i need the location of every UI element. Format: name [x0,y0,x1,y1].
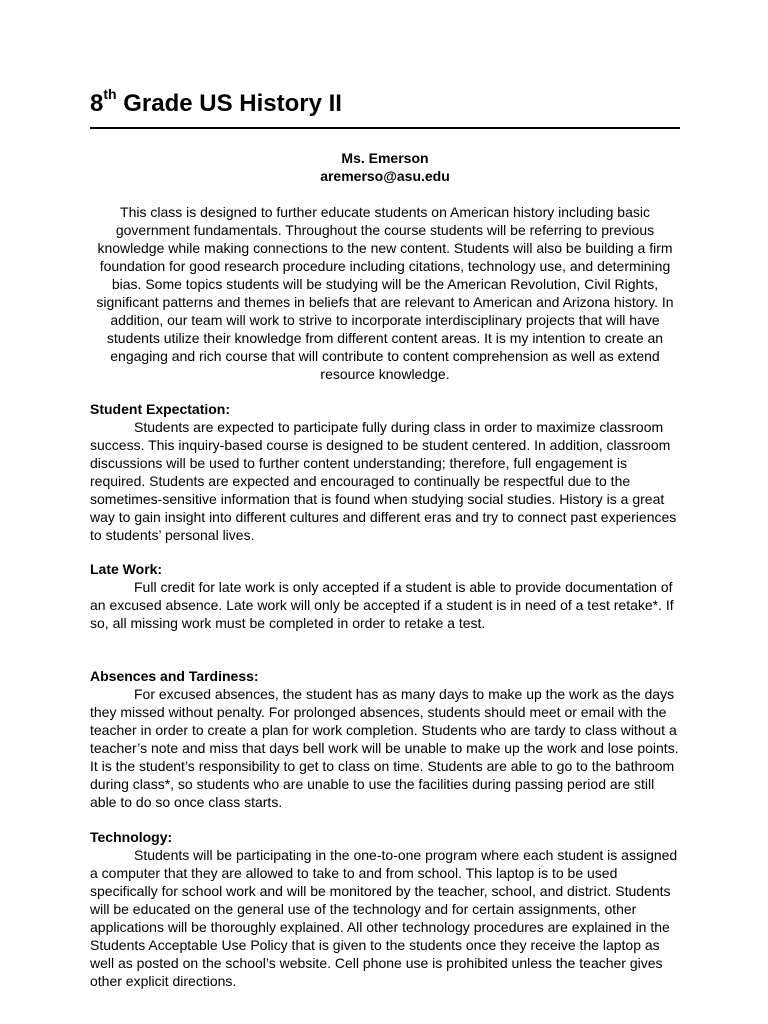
section-heading: Technology: [90,829,173,845]
section-body: Students will be participating in the one-to-one program where each student is assigned a computer that they are allowed to take to and from school. This laptop is to be used specifically for school work and will be monitored by the teacher, school, and district. Students will be educated on the general use of the technology and for certain assignments, other applications will be thoroughly explained. All other technology procedures are explained in the Students Acceptable Use Policy that is given to the students once they receive the laptop as well as posted on the school’s website. Cell phone use is prohibited unless the teacher gives other explicit directions. [90,847,678,989]
section-late-work [90,560,680,632]
section-body: Full credit for late work is only accepted if a student is able to provide documentation of an excused absence. Late work will only be accepted if a student is in need of a test retake*. If so, all missing work must be completed in order to retake a test. [90,579,674,631]
teacher-name: Ms. Emerson [341,150,429,166]
section-body: Students are expected to participate fully during class in order to maximize classroom success. This inquiry-based course is designed to be student centered. In addition, classroom discussions will be used to further content understanding; therefore, full engagement is required. Students are expected and encouraged to continually be respectful due to the sometimes-sensitive information that is found when studying social studies. History is a great way to gain insight into different cultures and different eras and try to connect past experiences to students’ personal lives. [90,419,677,543]
section-technology [90,828,680,990]
section-heading: Late Work: [90,561,163,577]
section-absences-and-tardiness [90,667,680,811]
title-number: 8 [90,90,104,117]
section-student-expectation [90,400,680,544]
course-intro-paragraph: This class is designed to further educate students on American history including basic government fundamentals. Throughout the course students will be referring to previous knowledge while making connections to the new content. Students will also be building a firm foundation for good research procedure including citations, technology use, and determining bias. Some topics students will be studying will be the American Revolution, Civil Rights, significant patterns and themes in beliefs that are relevant to American and Arizona history. In addition, our team will work to strive to incorporate interdisciplinary projects that will have students utilize their knowledge from different content areas. It is my intention to create an engaging and rich course that will contribute to content comprehension as well as extend resource knowledge. [96,204,674,382]
title-superscript: th [103,86,117,102]
section-heading: Absences and Tardiness: [90,668,259,684]
title-text: Grade US History II [116,90,342,117]
title-underline-rule [90,127,680,129]
section-body: For excused absences, the student has as many days to make up the work as the days they missed without penalty. For prolonged absences, students should meet or email with the teacher in order to create a plan for work completion. Students who are tardy to class without a teacher’s note and miss that days bell work will be unable to make up the work and lose points. It is the student’s responsibility to get to class on time. Students are able to go to the bathroom during class*, so students who are unable to use the facilities during passing period are still able to do so once class starts. [90,686,679,810]
section-heading: Student Expectation: [90,401,231,417]
teacher-contact [90,149,680,185]
teacher-email: aremerso@asu.edu [320,168,450,184]
page-title [90,88,342,120]
